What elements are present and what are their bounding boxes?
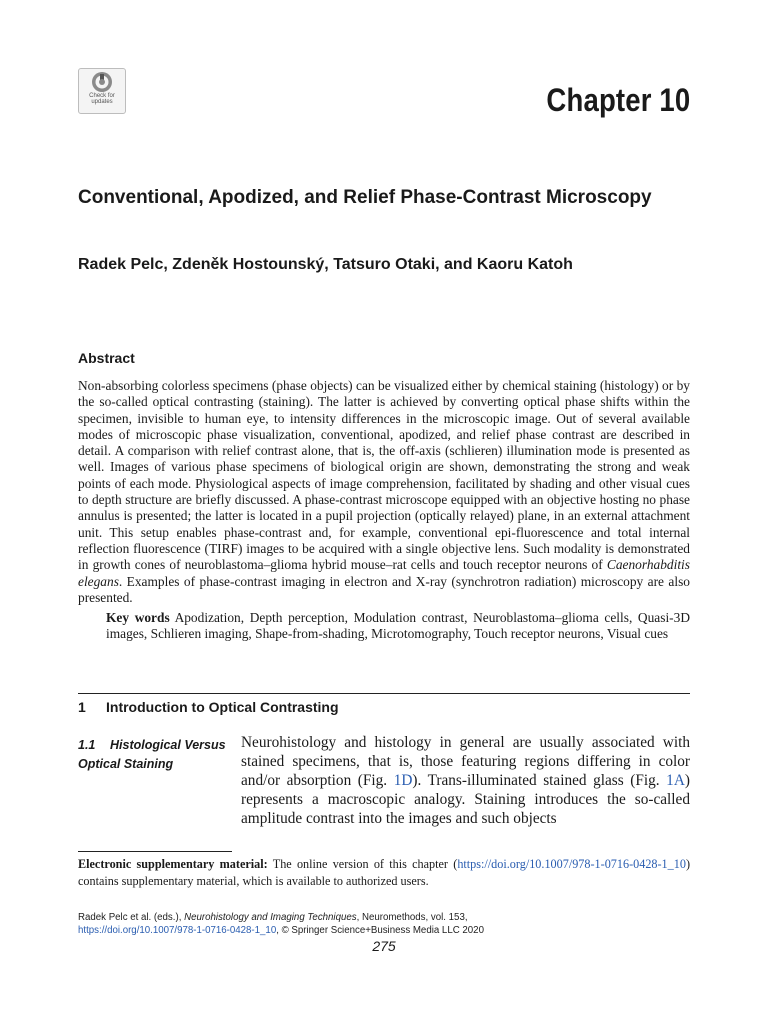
paper-title: Conventional, Apodized, and Relief Phase-Contrast Microscopy xyxy=(78,187,652,208)
citation xyxy=(78,912,690,937)
footnote-divider xyxy=(78,851,232,852)
citation-line-2 xyxy=(78,925,690,938)
citation-doi-link[interactable]: https://doi.org/10.1007/978-1-0716-0428-1_10 xyxy=(78,924,277,936)
abstract-heading: Abstract xyxy=(78,350,135,366)
section-heading xyxy=(78,699,339,715)
check-for-updates-badge[interactable] xyxy=(78,68,126,114)
footnote-text-2: ) contains supplementary material, which is available to authorized users. xyxy=(78,857,690,888)
body-part-1: Neurohistology and histology in general are usually associated with stained specimens, that is, those featuring regions differing in color and/or absorption (Fig. xyxy=(241,734,690,789)
footnote-label: Electronic supplementary material: xyxy=(78,857,268,871)
body-part-2: ). Trans-illuminated stained glass (Fig. xyxy=(412,772,667,789)
section-title: Introduction to Optical Contrasting xyxy=(106,699,339,715)
subsection-heading xyxy=(78,736,228,773)
subsection-number: 1.1 xyxy=(78,738,96,752)
body-paragraph xyxy=(241,733,690,828)
section-number: 1 xyxy=(78,699,86,715)
section-divider xyxy=(78,693,690,694)
footnote-doi-link[interactable]: https://doi.org/10.1007/978-1-0716-0428-1_10 xyxy=(457,857,686,871)
footnote-text-1: The online version of this chapter ( xyxy=(267,857,458,871)
species-name: Caenorhabditis elegans xyxy=(78,557,690,589)
body-part-3: ) represents a macroscopic analogy. Staining introduces the so-called amplitude contrast into the images and such objects xyxy=(241,772,690,827)
abstract-text-part2: . Examples of phase-contrast imaging in electron and X-ray (synchrotron radiation) microscopy are also presented. xyxy=(78,573,690,605)
citation-book: Neurohistology and Imaging Techniques xyxy=(184,912,357,923)
author-list: Radek Pelc, Zdeněk Hostounský, Tatsuro Otaki, and Kaoru Katoh xyxy=(78,256,573,273)
chapter-label: Chapter 10 xyxy=(546,82,690,118)
page-number: 275 xyxy=(372,938,396,954)
subsection-title: Histological Versus Optical Staining xyxy=(78,738,226,771)
figure-ref-1a[interactable]: 1A xyxy=(666,772,685,789)
citation-copyright: , © Springer Science+Business Media LLC 2020 xyxy=(276,924,484,936)
figure-ref-1d[interactable]: 1D xyxy=(393,772,413,789)
keywords-label: Key words xyxy=(106,610,170,625)
footnote xyxy=(78,856,690,889)
keywords xyxy=(106,610,690,643)
keywords-text: Apodization, Depth perception, Modulation contrast, Neuroblastoma–glioma cells, Quasi-3D images, Schlieren imaging, Shape-from-shading, Microtomography, Touch receptor neurons, Visual cues xyxy=(106,610,690,642)
abstract-text-part1: Non-absorbing colorless specimens (phase objects) can be visualized either by chemical staining (histology) or by the so-called optical contrasting (staining). The latter is achieved by converting optical phase shifts within the specimen, invisible to human eye, to intensity differences in the microscopic image. Out of several available modes of microscopic phase visualization, conventional, apodized, and relief phase contrast are described in detail. A comparison with relief contrast alone, that is, the off-axis (schlieren) illumination mode is presented as well. Images of various phase specimens of biological origin are shown, demonstrating the strong and weak points of each mode. Physiological aspects of image comprehension, facilitated by shading and other visual cues to depth structure are briefly discussed. A phase-contrast microscope equipped with an objective hosting no phase annulus is presented; the latter is located in a pupil projection (optically relayed) plane, in an external attachment unit. This setup enables phase-contrast and, for example, conventional epi-fluorescence and total internal reflection fluorescence (TIRF) images to be acquired with a single objective lens. Such modality is demonstrated in growth cones of neuroblastoma–glioma hybrid mouse–rat cells and touch receptor neurons of xyxy=(78,378,690,573)
citation-prefix: Radek Pelc et al. (eds.), xyxy=(78,912,185,923)
badge-line-1: Check for xyxy=(89,93,115,99)
crossmark-icon xyxy=(91,71,113,93)
citation-suffix: , Neuromethods, vol. 153, xyxy=(356,912,468,923)
citation-line-1 xyxy=(78,912,690,925)
abstract-text xyxy=(78,378,690,606)
badge-line-2: updates xyxy=(91,99,113,105)
